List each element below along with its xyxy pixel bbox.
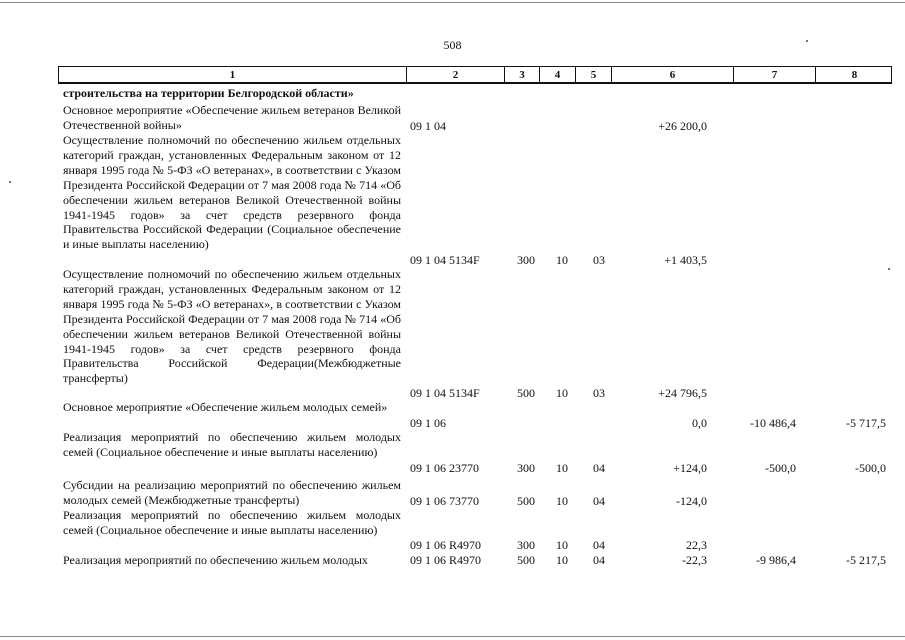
table-cell-amount-2: -500,0: [765, 461, 796, 475]
table-cell-code: 09 1 06: [410, 416, 446, 430]
table-cell-amount-3: -500,0: [855, 461, 886, 475]
table-cell-col5: 04: [593, 553, 605, 567]
column-header: 4: [539, 67, 575, 82]
table-row-description: Субсидии на реализацию мероприятий по обеспечению жильем молодых семей (Межбюджетные трансферты): [63, 478, 401, 507]
table-cell-col3: 500: [517, 386, 535, 400]
column-header: 5: [575, 67, 611, 82]
table-cell-amount-2: -9 986,4: [756, 553, 796, 567]
table-cell-amount-1: -22,3: [682, 553, 707, 567]
table-row-description: Реализация мероприятий по обеспечению жильем молодых: [63, 553, 368, 567]
table-row-description: Реализация мероприятий по обеспечению жильем молодых семей (Социальное обеспечение и иные выплаты населению): [63, 430, 401, 459]
table-cell-col5: 03: [593, 253, 605, 267]
table-cell-code: 09 1 06 R4970: [410, 553, 482, 567]
column-header: 1: [229, 69, 236, 81]
table-cell-amount-1: -124,0: [676, 494, 707, 508]
table-cell-amount-2: -10 486,4: [750, 416, 796, 430]
table-cell-col5: 04: [593, 461, 605, 475]
table-cell-amount-3: -5 217,5: [846, 553, 886, 567]
table-cell-code: 09 1 06 23770: [410, 461, 479, 475]
table-row-description: Основное мероприятие «Обеспечение жильем молодых семей»: [63, 400, 388, 414]
table-cell-amount-1: +124,0: [673, 461, 707, 475]
table-cell-col4: 10: [556, 461, 568, 475]
table-cell-code: 09 1 04: [410, 119, 446, 133]
table-row-description: Основное мероприятие «Обеспечение жильем ветеранов Великой Отечественной войны»: [63, 103, 401, 132]
table-cell-col3: 300: [517, 461, 535, 475]
page-number: 508: [443, 38, 462, 52]
table-cell-col3: 300: [517, 538, 535, 552]
table-cell-col5: 03: [593, 386, 605, 400]
table-cell-col5: 04: [593, 538, 605, 552]
column-header: 8: [815, 67, 893, 82]
table-cell-amount-3: -5 717,5: [846, 416, 886, 430]
table-cell-col4: 10: [556, 386, 568, 400]
table-header: [58, 66, 892, 84]
table-cell-col3: 500: [517, 494, 535, 508]
table-cell-code: 09 1 04 5134F: [410, 386, 480, 400]
table-cell-col4: 10: [556, 553, 568, 567]
table-cell-col4: 10: [556, 538, 568, 552]
column-header: 3: [504, 67, 539, 82]
column-header: 6: [611, 67, 733, 82]
table-cell-code: 09 1 06 73770: [410, 494, 479, 508]
table-cell-col4: 10: [556, 494, 568, 508]
table-cell-amount-1: +26 200,0: [658, 119, 707, 133]
section-heading: строительства на территории Белгородской области»: [63, 86, 354, 100]
scan-edge-bottom: [0, 636, 905, 637]
table-cell-code: 09 1 06 R4970: [410, 538, 482, 552]
table-cell-col4: 10: [556, 253, 568, 267]
table-cell-col3: 500: [517, 553, 535, 567]
table-cell-amount-1: +24 796,5: [658, 386, 707, 400]
table-cell-code: 09 1 04 5134F: [410, 253, 480, 267]
table-row-description: Реализация мероприятий по обеспечению жильем молодых семей (Социальное обеспечение и иные выплаты населению): [63, 508, 401, 537]
table-cell-amount-1: 22,3: [686, 538, 707, 552]
scan-speck: [888, 268, 890, 270]
table-row-description: Осуществление полномочий по обеспечению жильем отдельных категорий граждан, установленных Федеральным законом от 12 января 1995 года № 5-ФЗ «О ветеранах», в соответствии с Указом Президента Российской Федерации от 7 мая 2008 года № 714 «Об обеспечении жильем ветеранов Великой Отечественной войны 1941-1945 годов» за счет средств резервного фонда Правительства Российской Федерации (Социальное обеспечение и иные выплаты населению): [63, 133, 401, 252]
table-cell-col5: 04: [593, 494, 605, 508]
table-row-description: Осуществление полномочий по обеспечению жильем отдельных категорий граждан, установленных Федеральным законом от 12 января 1995 года № 5-ФЗ «О ветеранах», в соответствии с Указом Президента Российской Федерации от 7 мая 2008 года № 714 «Об обеспечении жильем ветеранов Великой Отечественной войны 1941-1945 годов» за счет средств резервного фонда Правительства Российской Федерации(Межбюджетные трансферты): [63, 267, 401, 386]
column-header: 2: [406, 67, 504, 82]
table-cell-col3: 300: [517, 253, 535, 267]
column-header: 7: [733, 67, 815, 82]
scan-edge-top: [0, 2, 905, 3]
scan-speck: [9, 181, 11, 183]
table-cell-amount-1: +1 403,5: [664, 253, 707, 267]
table-cell-amount-1: 0,0: [692, 416, 707, 430]
